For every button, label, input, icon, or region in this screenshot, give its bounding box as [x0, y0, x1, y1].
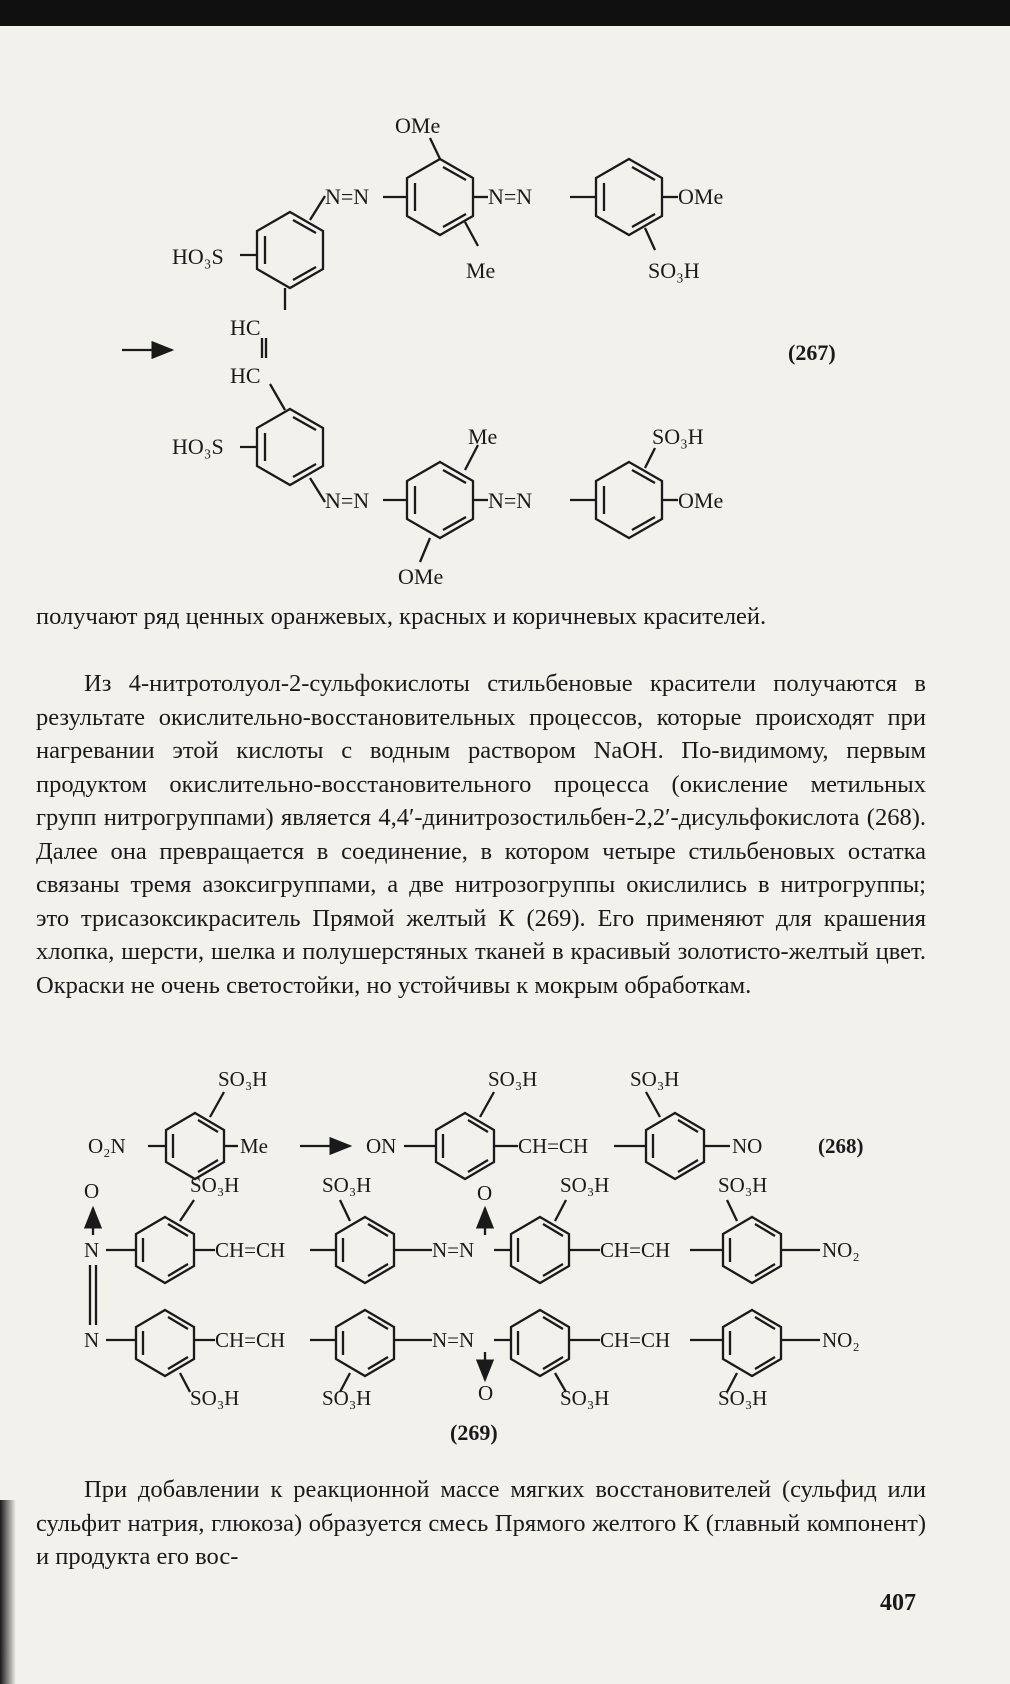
azo-upper-1: N=N: [325, 184, 370, 209]
paragraph-3: [36, 1473, 926, 1574]
azo-upper-2: N=N: [488, 184, 533, 209]
paragraph-2: [36, 667, 926, 1002]
so3h-right-lower: SO₃H: [652, 424, 704, 449]
so3h-269-top-2: SO₃H: [322, 1173, 372, 1197]
me-lower: Me: [468, 424, 498, 449]
azo-269-top: N=N: [432, 1238, 475, 1262]
compound-number-267: (267): [788, 340, 836, 365]
me-268: Me: [240, 1134, 268, 1158]
ome-top: OMe: [395, 113, 441, 138]
no2-269-top: NO₂: [822, 1238, 860, 1262]
so3h-269-bot-3: SO₃H: [560, 1386, 610, 1410]
o-bot-269: O: [478, 1381, 494, 1405]
o2n-268: O₂N: [88, 1134, 126, 1158]
chch-269-top-1: CH=CH: [215, 1238, 286, 1262]
no2-269-bot: NO₂: [822, 1328, 860, 1352]
ome-bottom: OMe: [398, 564, 444, 589]
so3h-right-upper: SO₃H: [648, 258, 700, 283]
paragraph-3-text: При добавлении к реакционной массе мягких восстановителей (сульфид или сульфит натрия, глюкоза) образуется смесь Прямого желтого К (главный компонент) и продукта его вос-: [36, 1476, 926, 1570]
so3h-269-top-4: SO₃H: [718, 1173, 768, 1197]
no-268: NO: [732, 1134, 763, 1158]
ome-right-lower: OMe: [678, 488, 724, 513]
scan-left-edge: [0, 1500, 16, 1684]
hc-1: HC: [230, 315, 261, 340]
so3h-269-bot-2: SO₃H: [322, 1386, 372, 1410]
so3h-268-3: SO₃H: [630, 1067, 680, 1091]
so3h-268-2: SO₃H: [488, 1067, 538, 1091]
n-left-bot-269: N: [84, 1328, 100, 1352]
chch-269-bot-1: CH=CH: [215, 1328, 286, 1352]
chch-269-bot-2: CH=CH: [600, 1328, 671, 1352]
ome-right-upper: OMe: [678, 184, 724, 209]
structure-268-269: [0, 1040, 1010, 1410]
me-upper: Me: [466, 258, 496, 283]
page-number: 407: [880, 1590, 916, 1616]
so3h-left-upper: HO₃S: [172, 244, 224, 269]
o-left-269: O: [84, 1179, 100, 1203]
paragraph-2-text: Из 4-нитротолуол-2-сульфокислоты стильбеновые красители получаются в результате окислительно-восстановительных процессов, которые происходят при нагревании этой кислоты с водным раствором NaOH. По-видимому, первым продуктом окислительно-восстановительного процесса (окисление метильных групп нитрогруппами) является 4,4′-динитрозостильбен-2,2′-дисульфокислота (268). Далее она превращается в соединение, в котором четыре стильбеновых остатка связаны тремя азоксигруппами, а две нитрозогруппы окислились в нитрогруппы; это трисазоксикраситель Прямой желтый К (269). Его применяют для крашения хлопка, шерсти, шелка и полушерстяных тканей в красивый золотисто-желтый цвет. Окраски не очень светостойки, но устойчивы к мокрым обработкам.: [36, 670, 926, 999]
structure-267: [0, 0, 1010, 600]
chch-268: CH=CH: [518, 1134, 589, 1158]
so3h-269-bot-4: SO₃H: [718, 1386, 768, 1410]
so3h-269-bot-1: SO₃H: [190, 1386, 240, 1410]
azo-269-bot: N=N: [432, 1328, 475, 1352]
so3h-269-top-3: SO₃H: [560, 1173, 610, 1197]
chch-269-top-2: CH=CH: [600, 1238, 671, 1262]
hc-2: HC: [230, 363, 261, 388]
o-top-269: O: [477, 1181, 493, 1205]
azo-lower-1: N=N: [325, 488, 370, 513]
so3h-268-1: SO₃H: [218, 1067, 268, 1091]
compound-number-269: (269): [450, 1420, 498, 1445]
azo-lower-2: N=N: [488, 488, 533, 513]
n-left-top-269: N: [84, 1238, 100, 1262]
so3h-269-top-1: SO₃H: [190, 1173, 240, 1197]
compound-number-268: (268): [818, 1134, 864, 1158]
on-268: ON: [366, 1134, 397, 1158]
paragraph-1: получают ряд ценных оранжевых, красных и коричневых красителей.: [36, 603, 767, 630]
so3h-left-lower: HO₃S: [172, 434, 224, 459]
